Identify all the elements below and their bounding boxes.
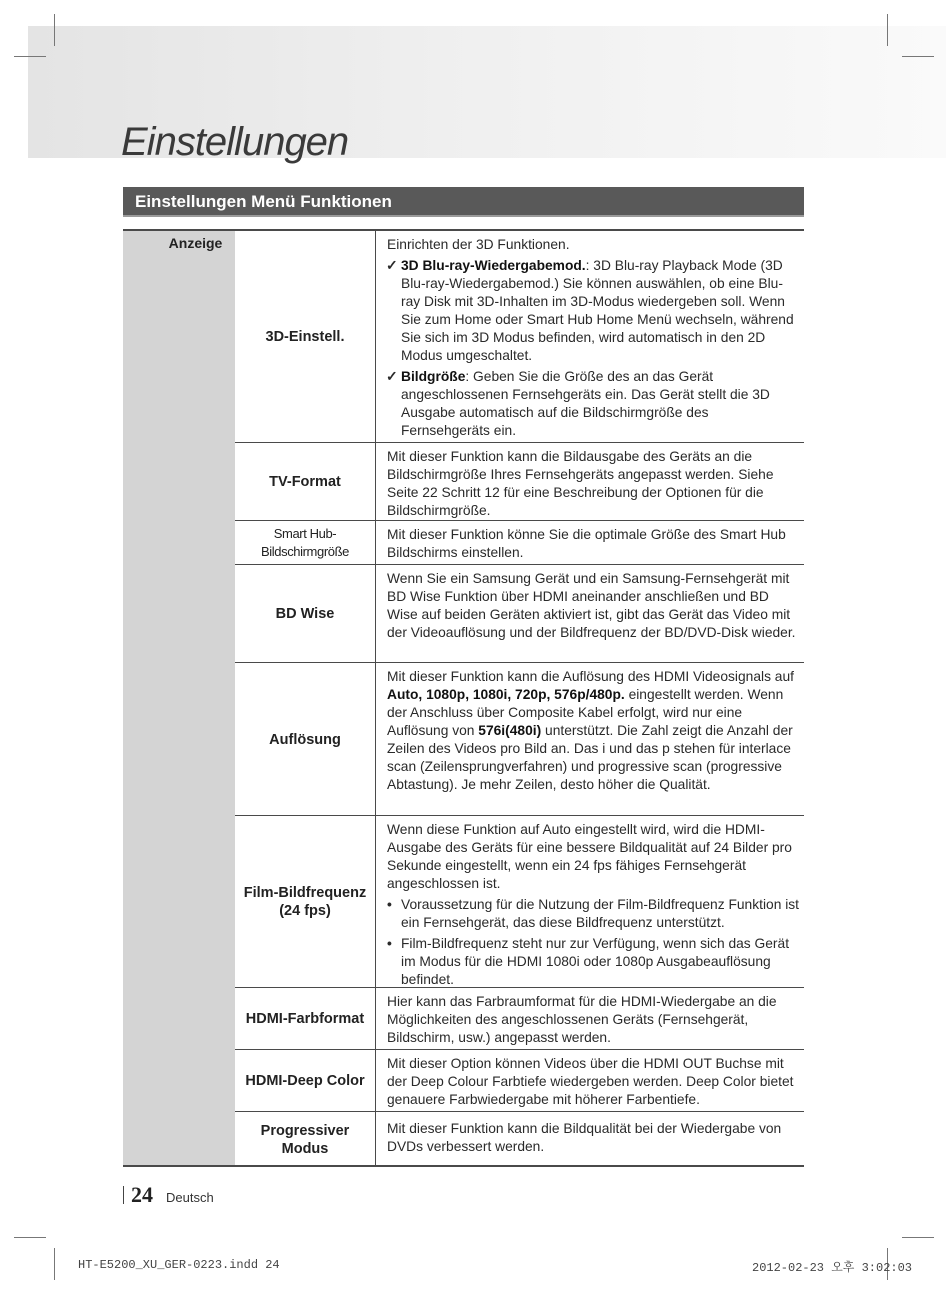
- row-name: Auflösung: [269, 731, 341, 748]
- row-name: HDMI-Deep Color: [245, 1073, 365, 1089]
- list-item: [387, 935, 801, 989]
- row-name: Progressiver Modus: [260, 1122, 350, 1157]
- row-description: Mit dieser Funktion kann die Bildausgabe des Geräts an die Bildschirmgröße Ihres Fernsehgeräts angepasst werden. Siehe Seite 22 Schritt 12 für eine Beschreibung der Optionen für die Bildschirmgröße.: [387, 449, 774, 518]
- checkmark-icon: ✓: [386, 369, 398, 384]
- crop-mark: [54, 14, 55, 46]
- table-row: [235, 565, 804, 663]
- print-footer-file: HT-E5200_XU_GER-0223.indd 24: [78, 1258, 280, 1272]
- row-description: Wenn Sie ein Samsung Gerät und ein Samsung-Fernsehgerät mit BD Wise Funktion über HDMI aneinander anschließen und BD Wise auf beiden Geräten aktiviert ist, gibt das Gerät das Video mit der Videoauflösung und der Bildfrequenz der BD/DVD-Disk wieder.: [387, 571, 796, 640]
- row-name: Smart Hub-Bildschirmgröße: [261, 526, 349, 559]
- item-text: Voraussetzung für die Nutzung der Film-Bildfrequenz Funktion ist ein Fernsehgerät, das diese Bildfrequenz unterstützt.: [401, 897, 800, 930]
- table-row: [235, 816, 804, 988]
- table-row: [235, 988, 804, 1050]
- section-title-bar: [123, 187, 804, 217]
- list-item: [387, 257, 801, 365]
- desc-text: unterstützt. Die Zahl zeigt die Anzahl der Zeilen des Videos pro Bild an. Das i und das p stehen für interlace scan (Zeilensprungverfahren) und progressive scan (progressive Abtastung). Je mehr Zeilen, desto höher die Qualität.: [387, 723, 793, 792]
- row-name: BD Wise: [275, 606, 335, 622]
- table-row: [235, 663, 804, 816]
- row-intro: Wenn diese Funktion auf Auto eingestellt wird, wird die HDMI-Ausgabe des Geräts für eine bessere Bildqualität auf 24 Bilder pro Sekunde eingestellt, wenn ein 24 fps fähiges Fernsehgerät angeschlossen ist.: [387, 822, 792, 891]
- desc-bold: Auto, 1080p, 1080i, 720p, 576p/480p.: [387, 687, 625, 702]
- row-description: Mit dieser Funktion könne Sie die optimale Größe des Smart Hub Bildschirms einstellen.: [387, 527, 786, 560]
- item-text: Film-Bildfrequenz steht nur zur Verfügung, wenn sich das Gerät im Modus für die HDMI 1080i oder 1080p Ausgabeauflösung befindet.: [401, 936, 790, 987]
- row-description: [387, 668, 801, 794]
- crop-mark: [14, 56, 46, 57]
- row-description: Mit dieser Option können Videos über die HDMI OUT Buchse mit der Deep Colour Farbtiefe wiedergeben werden. Deep Color bietet genauere Farbwiedergabe mit höherer Farbentiefe.: [387, 1056, 794, 1107]
- row-description: Mit dieser Funktion kann die Bildqualität bei der Wiedergabe von DVDs verbessert werden.: [387, 1121, 782, 1154]
- table-row: [235, 231, 804, 443]
- row-description: [387, 821, 801, 989]
- row-name: 3D-Einstell.: [265, 329, 345, 345]
- row-description: Hier kann das Farbraumformat für die HDMI-Wiedergabe an die Möglichkeiten des angeschlossenen Geräts (Fernsehgerät, Bildschirm, usw.) angepasst werden.: [387, 994, 777, 1045]
- bullet-icon: •: [387, 897, 392, 912]
- print-footer-timestamp: 2012-02-23 오후 3:02:03: [752, 1261, 913, 1275]
- crop-mark: [14, 1237, 46, 1238]
- crop-mark: [54, 1248, 55, 1280]
- row-name: Film-Bildfrequenz (24 fps): [243, 885, 367, 919]
- crop-mark: [902, 1237, 934, 1238]
- item-text: : Geben Sie die Größe des an das Gerät angeschlossenen Fernsehgeräts ein. Das Gerät stellt die 3D Ausgabe automatisch auf die Bildschirmgröße des Fernsehgeräts ein.: [401, 369, 770, 438]
- item-term: Bildgröße: [401, 369, 466, 384]
- crop-mark: [887, 14, 888, 46]
- bullet-icon: •: [387, 936, 392, 951]
- table-row: [235, 1050, 804, 1112]
- list-item: [387, 368, 801, 440]
- row-description: [387, 236, 801, 440]
- table-row: [235, 443, 804, 521]
- item-text: : 3D Blu-ray Playback Mode (3D Blu-ray-Wiedergabemod.) Sie können auswählen, ob eine Blu-ray Disk mit 3D-Inhalten im 3D-Modus wiedergeben soll. Wenn Sie zum Home oder Smart Hub Home Menü wechseln, während Sie sich im 3D Modus befinden, wird automatisch in den 2D Modus umgeschaltet.: [401, 258, 794, 363]
- page-language: Deutsch: [166, 1190, 214, 1205]
- row-name: HDMI-Farbformat: [245, 1011, 365, 1027]
- page-number: 24: [131, 1182, 153, 1207]
- table-row: [235, 1112, 804, 1167]
- list-item: [387, 896, 801, 932]
- category-column: [123, 231, 235, 1165]
- row-intro: Einrichten der 3D Funktionen.: [387, 237, 570, 252]
- settings-table: [123, 229, 804, 1167]
- desc-text: eingestellt werden. Wenn der Anschluss über Composite Kabel erfolgt, wird nur eine Auflösung von: [387, 687, 784, 738]
- crop-mark: [902, 56, 934, 57]
- row-name: TV-Format: [269, 474, 341, 490]
- category-label: Anzeige: [168, 235, 223, 251]
- checkmark-icon: ✓: [386, 258, 398, 273]
- section-title: Einstellungen Menü Funktionen: [135, 192, 392, 211]
- item-term: 3D Blu-ray-Wiedergabemod.: [401, 258, 586, 273]
- table-row: [235, 521, 804, 565]
- chapter-title: Einstellungen: [121, 120, 349, 164]
- page-number-divider: [123, 1186, 124, 1204]
- desc-text: Mit dieser Funktion kann die Auflösung des HDMI Videosignals auf: [387, 669, 794, 684]
- desc-bold: 576i(480i): [478, 723, 542, 738]
